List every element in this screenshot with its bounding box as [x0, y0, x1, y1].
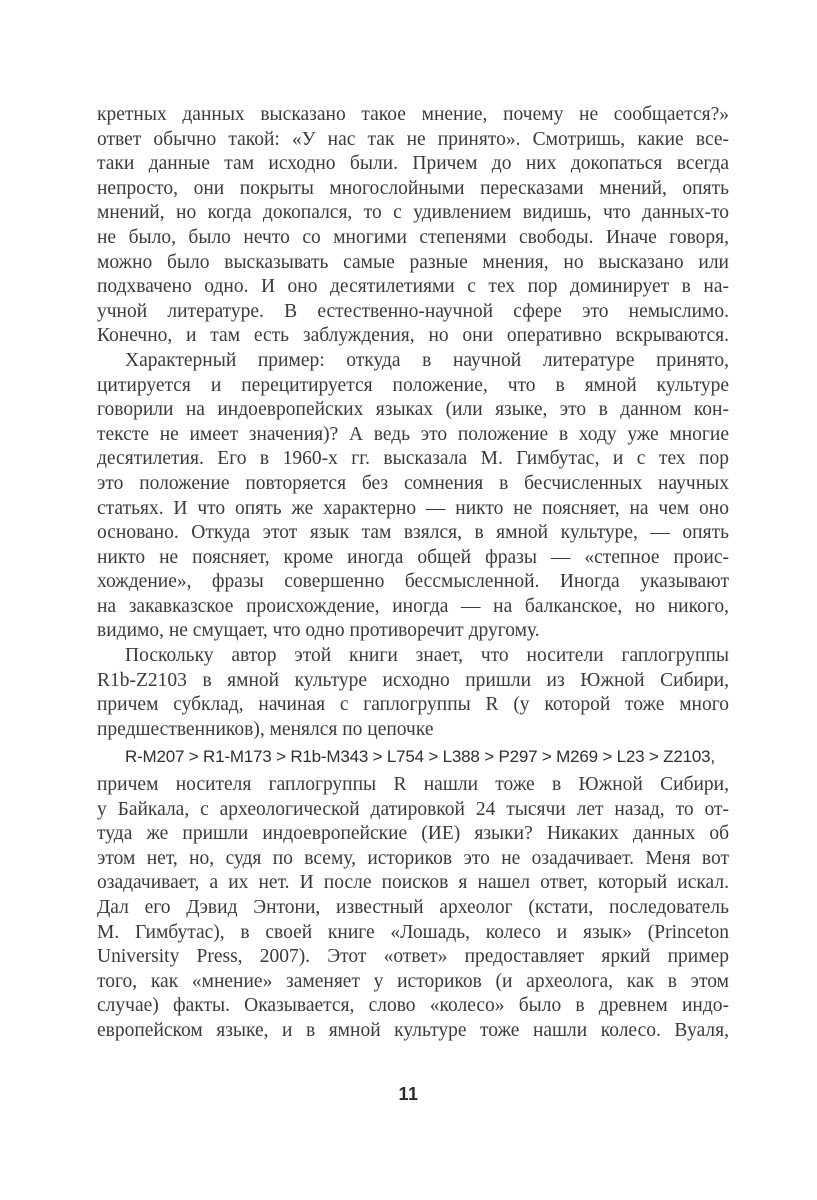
text-line: основано. Откуда этот язык там взялся, в ямной культуре, — опять: [97, 522, 729, 544]
text-line: на закавказское происхождение, иногда — на балканское, но никого,: [97, 595, 729, 617]
haplogroup-chain-formula: [97, 745, 729, 770]
text-line: Поскольку автор этой книги знает, что носители гаплогруппы: [125, 645, 729, 667]
text-line: десятилетия. Его в 1960-х гг. высказала М. Гимбутас, и с тех пор: [97, 448, 729, 470]
text-line: того, как «мнение» заменяет у историков (и археолога, как в этом: [97, 970, 729, 992]
text-block: [97, 103, 729, 1044]
text-line: не было, было нечто со многими степенями свободы. Иначе говоря,: [97, 226, 729, 248]
text-line: видимо, не смущает, что одно противоречит другому.: [97, 620, 540, 642]
text-line: этом нет, но, судя по всему, историков это не озадачивает. Меня вот: [97, 847, 729, 869]
text-line: подхвачено одно. И оно десятилетиями с тех пор доминирует в на-: [97, 276, 729, 298]
text-line: Дал его Дэвид Энтони, известный археолог (кстати, последователь: [97, 897, 729, 918]
text-line: можно было высказывать самые разные мнения, но высказано или: [97, 251, 729, 273]
text-line: причем носителя гаплогруппы R нашли тоже в Южной Сибири,: [97, 774, 729, 796]
text-line: М. Гимбутас), в своей книге «Лошадь, колесо и язык» (Princeton: [97, 921, 729, 943]
text-line: статьях. И что опять же характерно — никто не поясняет, на чем оно: [97, 497, 729, 519]
text-line: ответ обычно такой: «У нас так не принято». Смотришь, какие все-: [97, 128, 729, 150]
text-line: непросто, они покрыты многослойными пересказами мнений, опять: [97, 177, 729, 199]
text-line: говорили на индоевропейских языках (или языке, это в данном кон-: [97, 399, 729, 421]
text-line: таки данные там исходно были. Причем до них докопаться всегда: [97, 153, 729, 175]
text-line: европейском языке, и в ямной культуре тоже нашли колесо. Вуаля,: [97, 1019, 729, 1041]
text-line: это положение повторяется без сомнения в бесчисленных научных: [97, 472, 729, 494]
text-line: University Press, 2007). Этот «ответ» предоставляет яркий пример: [97, 946, 729, 968]
text-line: причем субклад, начиная с гаплогруппы R (у которой тоже много: [97, 694, 729, 716]
text-line: озадачивает, а их нет. И после поисков я нашел ответ, который искал.: [97, 872, 729, 894]
paragraph-1: [97, 103, 729, 349]
text-line: хождение», фразы совершенно бессмысленной. Иногда указывают: [97, 571, 729, 593]
text-line: цитируется и перецитируется положение, что в ямной культуре: [97, 374, 729, 396]
paragraph-3: [97, 644, 729, 742]
text-line: R-M207 > R1-M173 > R1b-M343 > L754 > L388 > P297 > M269 > L23 > Z2103,: [125, 747, 715, 767]
text-line: Характерный пример: откуда в научной литературе принято,: [125, 349, 729, 371]
text-line: у Байкала, с археологической датировкой 24 тысячи лет назад, то от-: [97, 798, 729, 820]
text-line: случае) факты. Оказывается, слово «колесо» было в древнем индо-: [97, 995, 729, 1017]
page-number: 11: [398, 1084, 419, 1104]
text-line: никто не поясняет, кроме иногда общей фразы — «степное проис-: [97, 546, 729, 568]
paragraph-2: [97, 349, 729, 644]
text-line: предшественников), менялся по цепочке: [97, 718, 434, 740]
text-line: тексте не имеет значения)? А ведь это положение в ходу уже многие: [97, 423, 729, 445]
text-line: Конечно, и там есть заблуждения, но они оперативно вскрываются.: [97, 325, 729, 347]
text-line: кретных данных высказано такое мнение, почему не сообщается?»: [97, 104, 729, 125]
text-line: учной литературе. В естественно-научной сфере это немыслимо.: [97, 300, 729, 322]
paragraph-5: [97, 773, 729, 1044]
text-line: R1b-Z2103 в ямной культуре исходно пришли из Южной Сибири,: [97, 669, 729, 691]
text-line: мнений, но когда докопался, то с удивлением видишь, что данных-то: [97, 202, 729, 224]
text-line: туда же пришли индоевропейские (ИЕ) языки? Никаких данных об: [97, 823, 729, 845]
